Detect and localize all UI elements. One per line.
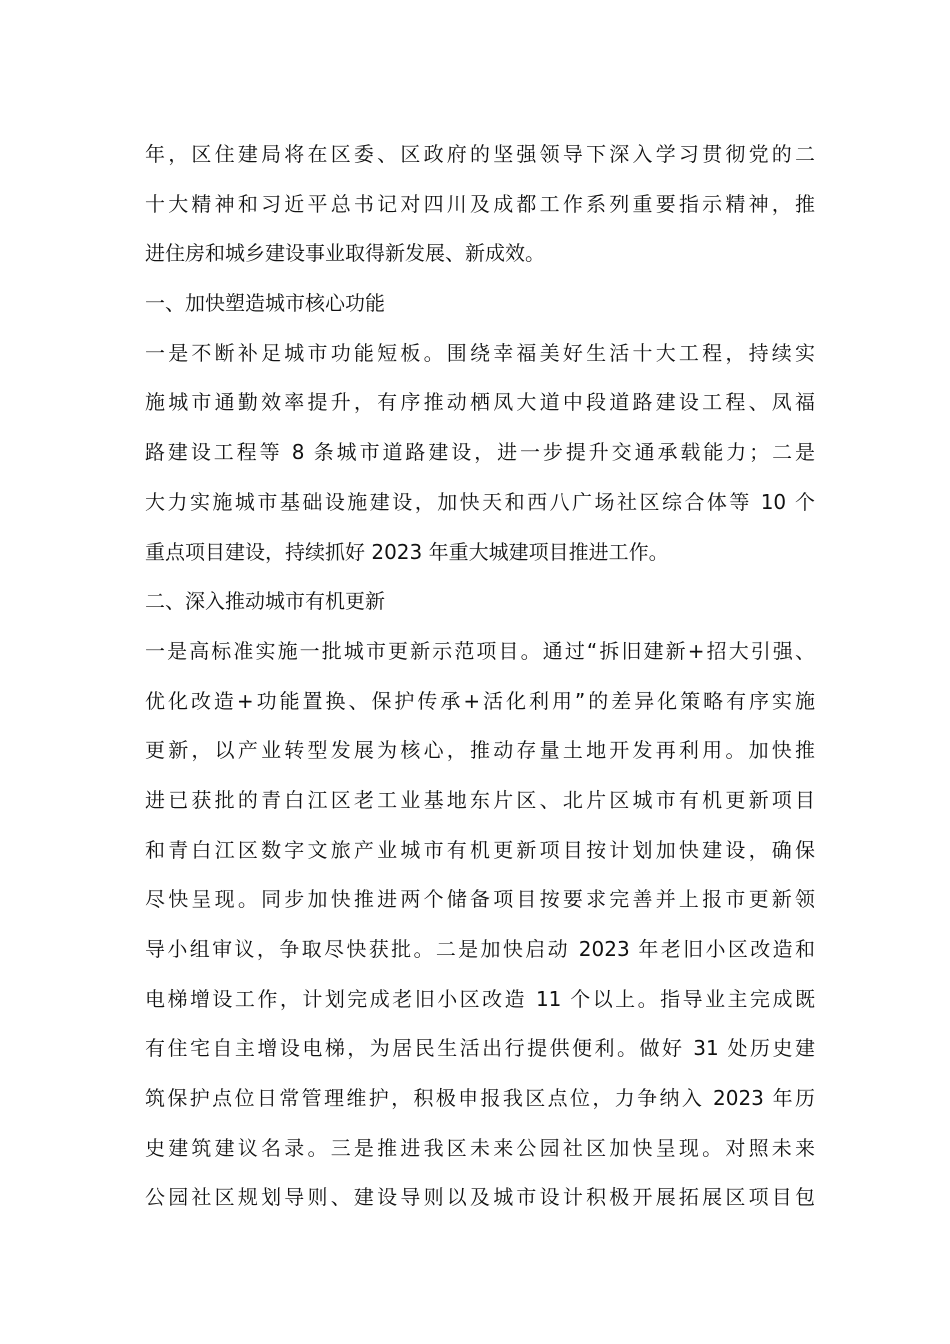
text-line: 大力实施城市基础设施建设，加快天和西八广场社区综合体等 10 个 [145,489,815,514]
text-line: 一是不断补足城市功能短板。围绕幸福美好生活十大工程，持续实 [145,340,815,365]
text-line: 路建设工程等 8 条城市道路建设，进一步提升交通承载能力；二是 [145,440,815,465]
text-line: 导小组审议，争取尽快获批。二是加快启动 2023 年老旧小区改造和 [145,937,815,961]
text-line: 重点项目建设，持续抓好 2023 年重大城建项目推进工作。 [145,539,669,564]
document-body [145,134,815,1227]
text-line: 更新，以产业转型发展为核心，推动存量土地开发再利用。加快推 [145,738,815,763]
text-line: 筑保护点位日常管理维护，积极申报我区点位，力争纳入 2023 年历 [145,1086,815,1111]
text-line: 史建筑建议名录。三是推进我区未来公园社区加快呈现。对照未来 [145,1135,815,1160]
text-line: 十大精神和习近平总书记对四川及成都工作系列重要指示精神，推 [145,191,815,216]
text-line: 进住房和城乡建设事业取得新发展、新成效。 [145,241,545,266]
text-line: 年，区住建局将在区委、区政府的坚强领导下深入学习贯彻党的二 [145,142,815,166]
text-line: 和青白江区数字文旅产业城市有机更新项目按计划加快建设，确保 [145,837,815,862]
section-heading: 一、加快塑造城市核心功能 [145,291,385,316]
text-line: 优化改造+功能置换、保护传承+活化利用”的差异化策略有序实施 [145,688,815,713]
text-line: 公园社区规划导则、建设导则以及城市设计积极开展拓展区项目包 [145,1185,815,1210]
text-line: 一是高标准实施一批城市更新示范项目。通过“拆旧建新+招大引强、 [145,638,815,663]
text-line: 进已获批的青白江区老工业基地东片区、北片区城市有机更新项目 [145,787,815,812]
section-heading: 二、深入推动城市有机更新 [145,589,385,614]
text-line: 尽快呈现。同步加快推进两个储备项目按要求完善并上报市更新领 [145,887,815,912]
text-line: 有住宅自主增设电梯，为居民生活出行提供便利。做好 31 处历史建 [145,1036,815,1061]
text-line: 电梯增设工作，计划完成老旧小区改造 11 个以上。指导业主完成既 [145,986,815,1011]
text-line: 施城市通勤效率提升，有序推动栖凤大道中段道路建设工程、凤福 [145,390,815,415]
